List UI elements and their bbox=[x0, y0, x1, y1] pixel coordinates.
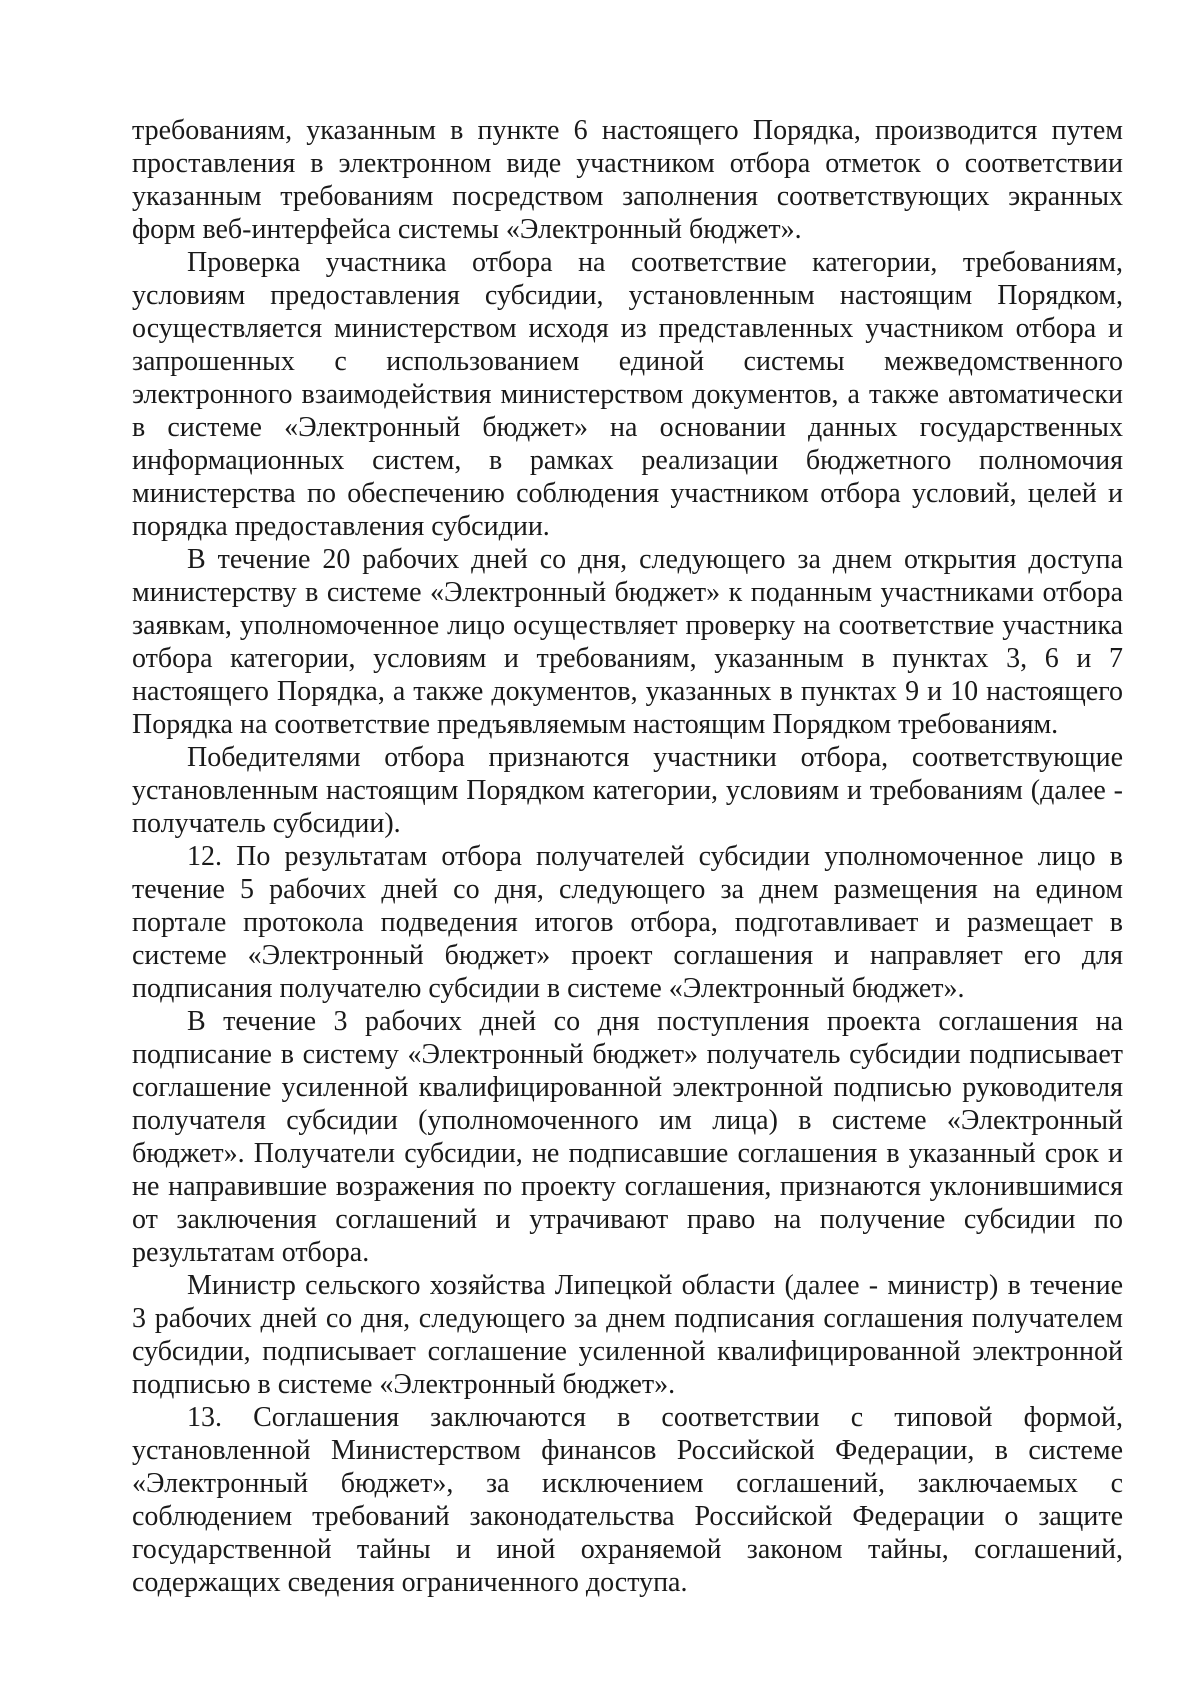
paragraph-item-12: 12. По результатам отбора получателей субсидии уполномоченное лицо в течение 5 рабочих дней со дня, следующего за днем размещения на едином портале протокола подведения итогов отбора, подготавливает и размещает в системе «Электронный бюджет» проект соглашения и направляет его для подписания получателю субсидии в системе «Электронный бюджет». bbox=[132, 841, 1123, 1004]
paragraph-signing: В течение 3 рабочих дней со дня поступления проекта соглашения на подписание в систему «Электронный бюджет» получатель субсидии подписывает соглашение усиленной квалифицированной электронной подписью руководителя получателя субсидии (уполномоченного им лица) в системе «Электронный бюджет». Получатели субсидии, не подписавшие соглашения в указанный срок и не направившие возражения по проекту соглашения, признаются уклонившимися от заключения соглашений и утрачивают право на получение субсидии по результатам отбора. bbox=[132, 1006, 1123, 1268]
paragraph-verification: Проверка участника отбора на соответствие категории, требованиям, условиям предоставления субсидии, установленным настоящим Порядком, осуществляется министерством исходя из представленных участником отбора и запрошенных с использованием единой системы межведомственного электронного взаимодействия министерством документов, а также автоматически в системе «Электронный бюджет» на основании данных государственных информационных систем, в рамках реализации бюджетного полномочия министерства по обеспечению соблюдения участником отбора условий, целей и порядка предоставления субсидии. bbox=[132, 247, 1123, 542]
document-body bbox=[132, 114, 1123, 1599]
paragraph-winners: Победителями отбора признаются участники отбора, соответствующие установленным настоящим Порядком категории, условиям и требованиям (далее - получатель субсидии). bbox=[132, 742, 1123, 839]
paragraph-item-13: 13. Соглашения заключаются в соответствии с типовой формой, установленной Министерством финансов Российской Федерации, в системе «Электронный бюджет», за исключением соглашений, заключаемых с соблюдением требований законодательства Российской Федерации о защите государственной тайны и иной охраняемой законом тайны, соглашений, содержащих сведения ограниченного доступа. bbox=[132, 1402, 1123, 1598]
paragraph-review-period: В течение 20 рабочих дней со дня, следующего за днем открытия доступа министерству в системе «Электронный бюджет» к поданным участниками отбора заявкам, уполномоченное лицо осуществляет проверку на соответствие участника отбора категории, условиям и требованиям, указанным в пунктах 3, 6 и 7 настоящего Порядка, а также документов, указанных в пунктах 9 и 10 настоящего Порядка на соответствие предъявляемым настоящим Порядком требованиям. bbox=[132, 544, 1123, 740]
paragraph-continuation: требованиям, указанным в пункте 6 настоящего Порядка, производится путем проставления в электронном виде участником отбора отметок о соответствии указанным требованиям посредством заполнения соответствующих экранных форм веб-интерфейса системы «Электронный бюджет». bbox=[132, 115, 1123, 245]
paragraph-minister: Министр сельского хозяйства Липецкой области (далее - министр) в течение 3 рабочих дней со дня, следующего за днем подписания соглашения получателем субсидии, подписывает соглашение усиленной квалифицированной электронной подписью в системе «Электронный бюджет». bbox=[132, 1270, 1123, 1400]
